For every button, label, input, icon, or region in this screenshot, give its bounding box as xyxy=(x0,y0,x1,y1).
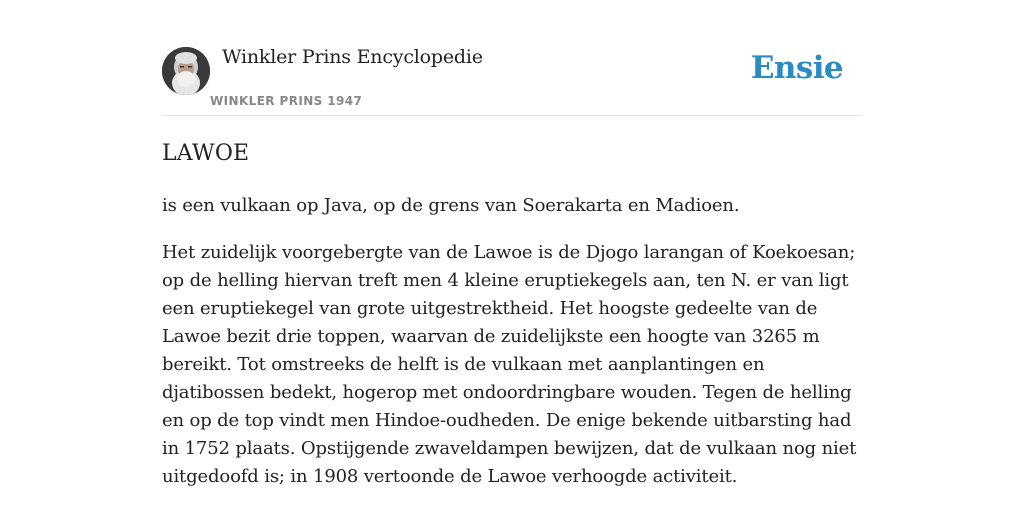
source-subtitle[interactable]: WINKLER PRINS 1947 xyxy=(210,94,363,108)
source-title-link[interactable]: Winkler Prins Encyclopedie xyxy=(222,46,483,68)
avatar-portrait-icon xyxy=(162,47,210,95)
author-avatar[interactable] xyxy=(162,47,210,95)
article-paragraph-1: is een vulkaan op Java, op de grens van Soerakarta en Madioen. xyxy=(162,195,740,216)
ensie-logo[interactable]: Ensie xyxy=(750,50,843,86)
source-header xyxy=(162,0,862,116)
article-page xyxy=(162,0,862,487)
article-title: LAWOE xyxy=(162,141,250,166)
article-paragraph-2: Het zuidelijk voorgebergte van de Lawoe is de Djogo larangan of Koekoesan; op de helling hiervan treft men 4 kleine eruptiekegels aan, ten N. er van ligt een eruptiekegel van grote uitgestrektheid. Het hoogste gedeelte van de Lawoe bezit drie toppen, waarvan de zuidelijkste een hoogte van 3265 m bereikt. Tot omstreeks de helft is de vulkaan met aanplantingen en djatibossen bedekt, hogerop met ondoordringbare wouden. Tegen de helling en op de top vindt men Hindoe-oudheden. De enige bekende uitbarsting had in 1752 plaats. Opstijgende zwaveldampen bewijzen, dat de vulkaan nog niet uitgedoofd is; in 1908 vertoonde de Lawoe verhoogde activiteit. xyxy=(162,242,857,487)
